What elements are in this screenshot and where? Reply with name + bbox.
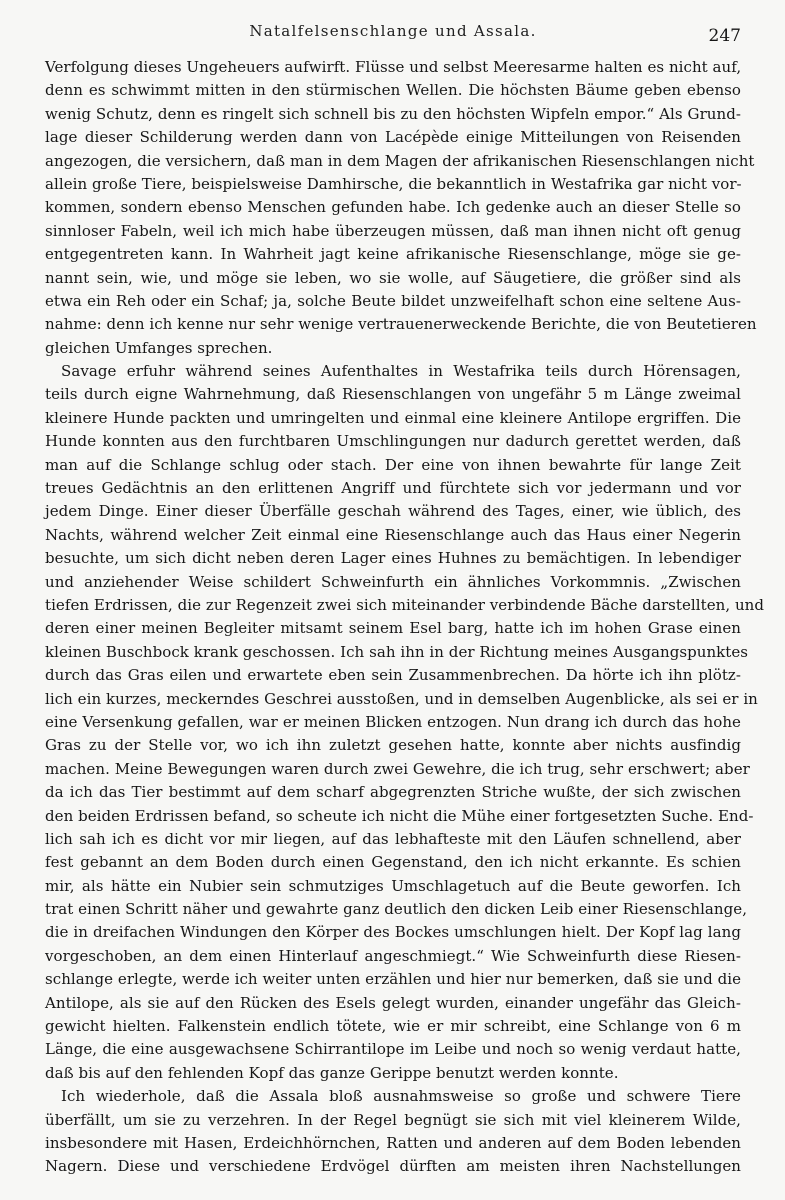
running-title: Natalfelsenschlange und Assala. [249, 22, 537, 40]
text-line: vorgeschoben, an dem einen Hinterlauf angeschmiegt.“ Wie Schweinfurth diese Riesen- [45, 946, 741, 965]
text-line: gleichen Umfanges sprechen. [45, 338, 273, 357]
text-line: gewicht hielten. Falkenstein endlich tötete, wie er mir schreibt, eine Schlange von 6 m [45, 1017, 741, 1036]
text-line: trat einen Schritt näher und gewahrte ganz deutlich den dicken Leib einer Riesenschlange, [45, 900, 748, 919]
text-line: lich ein kurzes, meckerndes Geschrei ausstoßen, und in demselben Augenblicke, als sei er in [45, 689, 758, 708]
text-line: angezogen, die versichern, daß man in dem Magen der afrikanischen Riesenschlangen nicht [45, 151, 755, 170]
text-line: lage dieser Schilderung werden dann von Lacépède einige Mitteilungen von Reisenden [45, 128, 741, 147]
paragraph [45, 56, 757, 360]
text-line: die in dreifachen Windungen den Körper des Bockes umschlungen hielt. Der Kopf lag lang [45, 923, 741, 942]
book-page [45, 22, 765, 1179]
text-line: treues Gedächtnis an den erlittenen Angriff und fürchtete sich vor jedermann und vor [45, 479, 741, 498]
text-line: Länge, die eine ausgewachsene Schirrantilope im Leibe und noch so wenig verdaut hatte, [45, 1040, 741, 1059]
text-line: allein große Tiere, beispielsweise Damhirsche, die bekanntlich in Westafrika gar nicht vor- [45, 174, 742, 193]
text-line: etwa ein Reh oder ein Schaf; ja, solche Beute bildet unzweifelhaft schon eine seltene Aus- [45, 291, 741, 310]
text-line: durch das Gras eilen und erwartete eben sein Zusammenbrechen. Da hörte ich ihn plötz- [45, 666, 741, 685]
text-line: deren einer meinen Begleiter mitsamt seinem Esel barg, hatte ich im hohen Grase einen [45, 619, 741, 638]
text-line: Verfolgung dieses Ungeheuers aufwirft. Flüsse und selbst Meeresarme halten es nicht auf, [45, 58, 742, 76]
text-line: insbesondere mit Hasen, Erdeichhörnchen, Ratten und anderen auf dem Boden lebenden [45, 1133, 741, 1152]
text-line: Hunde konnten aus den furchtbaren Umschlingungen nur dadurch gerettet werden, daß [45, 432, 741, 451]
text-line: Antilope, als sie auf den Rücken des Esels gelegt wurden, einander ungefähr das Gleich- [45, 993, 741, 1012]
text-line: fest gebannt an dem Boden durch einen Gegenstand, den ich nicht erkannte. Es schien [45, 853, 741, 872]
text-line: lich sah ich es dicht vor mir liegen, auf das lebhafteste mit den Läufen schnellend, aber [45, 829, 741, 848]
text-line: da ich das Tier bestimmt auf dem scharf abgegrenzten Striche wußte, der sich zwischen [45, 783, 741, 802]
text-line: daß bis auf den fehlenden Kopf das ganze Gerippe benutzt werden konnte. [45, 1063, 619, 1082]
text-line: kleinen Buschbock krank geschossen. Ich sah ihn in der Richtung meines Ausgangspunktes [45, 642, 749, 661]
text-line: Nagern. Diese und verschiedene Erdvögel dürften am meisten ihren Nachstellungen [45, 1157, 741, 1176]
text-line: kleinere Hunde packten und umringelten und einmal eine kleinere Antilope ergriffen. Die [45, 408, 741, 427]
text-line: den beiden Erdrissen befand, so scheute ich nicht die Mühe einer fortgesetzten Suche. End- [45, 806, 754, 825]
text-line: man auf die Schlange schlug oder stach. Der eine von ihnen bewahrte für lange Zeit [45, 455, 741, 474]
page-number: 247 [708, 26, 741, 46]
text-line: sinnloser Fabeln, weil ich mich habe überzeugen müssen, daß man ihnen nicht oft genug [45, 221, 741, 240]
text-line: teils durch eigne Wahrnehmung, daß Riesenschlangen von ungefähr 5 m Länge zweimal [45, 385, 741, 404]
text-line: überfällt, um sie zu verzehren. In der Regel begnügt sie sich mit viel kleinerem Wilde, [45, 1110, 741, 1129]
text-line: schlange erlegte, werde ich weiter unten erzählen und hier nur bemerken, daß sie und die [45, 970, 741, 989]
text-line: Ich wiederhole, daß die Assala bloß ausnahmsweise so große und schwere Tiere [61, 1087, 741, 1106]
text-line: und anziehender Weise schildert Schweinfurth ein ähnliches Vorkommnis. „Zwischen [45, 572, 741, 591]
text-line: jedem Dinge. Einer dieser Überfälle geschah während des Tages, einer, wie üblich, des [45, 502, 741, 521]
text-line: Nachts, während welcher Zeit einmal eine Riesenschlange auch das Haus einer Negerin [45, 525, 741, 544]
text-line: wenig Schutz, denn es ringelt sich schnell bis zu den höchsten Wipfeln empor.“ Als Grund- [45, 104, 741, 123]
text-line: eine Versenkung gefallen, war er meinen Blicken entzogen. Nun drang ich durch das hohe [45, 712, 741, 731]
text-line: entgegentreten kann. In Wahrheit jagt keine afrikanische Riesenschlange, möge sie ge- [45, 245, 741, 264]
paragraph [45, 1085, 741, 1179]
text-line: denn es schwimmt mitten in den stürmischen Wellen. Die höchsten Bäume geben ebenso [45, 81, 741, 100]
page-header [45, 22, 741, 56]
text-line: besuchte, um sich dicht neben deren Lager eines Huhnes zu bemächtigen. In lebendiger [45, 549, 741, 568]
text-line: mir, als hätte ein Nubier sein schmutziges Umschlagetuch auf die Beute geworfen. Ich [45, 876, 741, 895]
text-line: nannt sein, wie, und möge sie leben, wo sie wolle, auf Säugetiere, die größer sind als [45, 268, 741, 287]
text-line: Savage erfuhr während seines Aufenthaltes in Westafrika teils durch Hörensagen, [61, 362, 741, 381]
body-text [45, 56, 765, 1179]
text-line: Gras zu der Stelle vor, wo ich ihn zuletzt gesehen hatte, konnte aber nichts ausfindig [45, 736, 741, 755]
text-line: nahme: denn ich kenne nur sehr wenige vertrauenerweckende Berichte, die von Beutetieren [45, 315, 757, 334]
text-line: tiefen Erdrissen, die zur Regenzeit zwei sich miteinander verbindende Bäche darstellten, und [45, 595, 765, 614]
text-line: kommen, sondern ebenso Menschen gefunden habe. Ich gedenke auch an dieser Stelle so [45, 198, 741, 217]
paragraph [45, 360, 765, 1085]
text-line: machen. Meine Bewegungen waren durch zwei Gewehre, die ich trug, sehr erschwert; aber [45, 759, 750, 778]
